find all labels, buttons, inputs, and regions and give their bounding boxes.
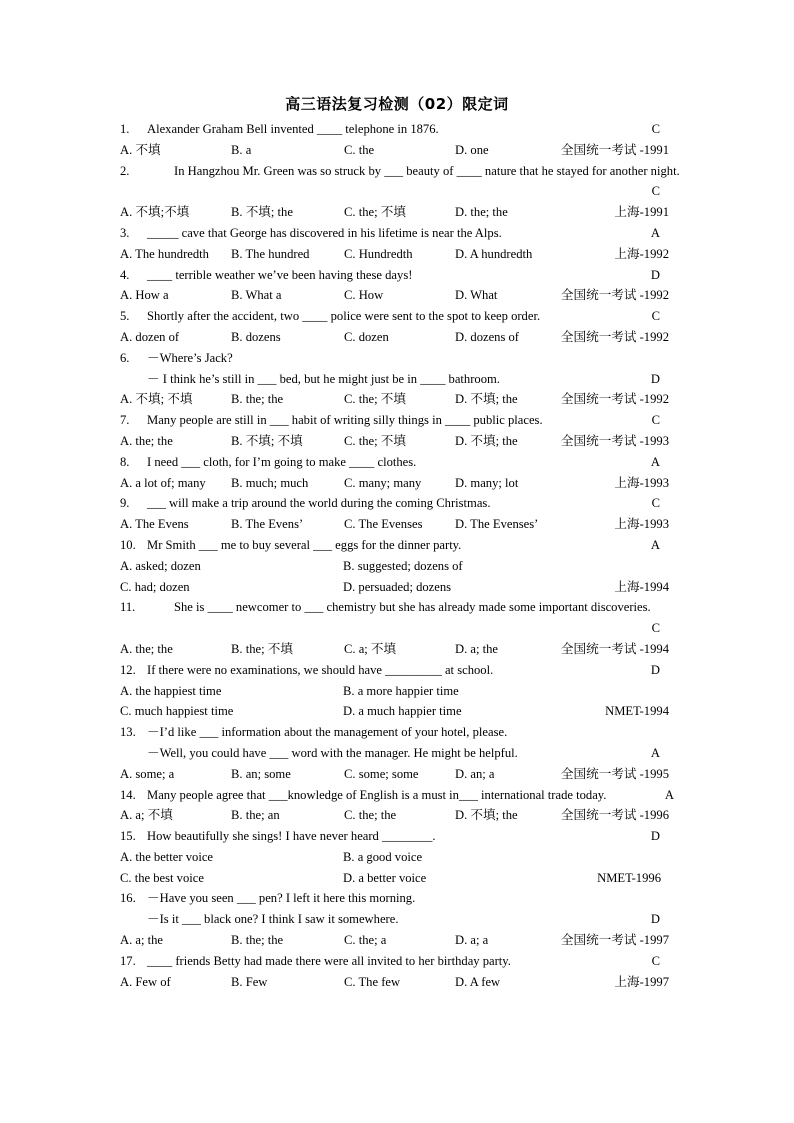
option-b: B. the; an [231, 808, 280, 823]
options-row [120, 681, 675, 702]
question-source: NMET-1994 [605, 704, 669, 719]
question-text: Shortly after the accident, two ____ police were sent to the spot to keep order. [147, 309, 541, 324]
option-a: A. 不填; 不填 [120, 392, 193, 407]
options-row [120, 577, 675, 598]
question-number: 11. [120, 600, 136, 615]
option-b: B. Few [231, 974, 268, 989]
option-b: B. a good voice [343, 849, 423, 864]
options-row [120, 389, 675, 410]
options-row [120, 285, 675, 306]
answer-row [120, 618, 675, 639]
question-text: Many people are still in ___ habit of writing silly things in ____ public places. [147, 413, 543, 428]
question-source: 上海-1993 [614, 475, 669, 490]
option-a: A. the better voice [120, 849, 214, 864]
option-a: A. the happiest time [120, 683, 222, 698]
question-text-continued: －Is it ___ black one? I think I saw it somewhere. [147, 912, 399, 927]
question-15 [120, 826, 675, 847]
question-source: NMET-1996 [597, 870, 661, 885]
option-a: A. the; the [120, 641, 173, 656]
answer-key: D [650, 267, 660, 282]
answer-key: A [650, 745, 660, 760]
options-row [120, 701, 675, 722]
option-c: C. the; the [344, 808, 397, 823]
question-text: ___ will make a trip around the world during the coming Christmas. [147, 496, 491, 511]
question-text: How beautifully she sings! I have never heard ________. [147, 829, 436, 844]
answer-key: A [650, 454, 660, 469]
answer-key: C [651, 309, 660, 324]
option-b: B. 不填; 不填 [231, 433, 303, 448]
question-text-continued: －Well, you could have ___ word with the manager. He might be helpful. [147, 745, 518, 760]
options-row [120, 805, 675, 826]
option-b: B. What a [231, 288, 282, 303]
option-d: D. A few [455, 974, 501, 989]
question-number: 10. [120, 537, 136, 552]
option-a: A. The hundredth [120, 246, 209, 261]
question-source: 全国统一考试 -1993 [560, 433, 669, 448]
option-b: B. a [231, 142, 252, 157]
question-number: 2. [120, 163, 130, 178]
options-row [120, 473, 675, 494]
question-text: ____ terrible weather we’ve been having these days! [147, 267, 413, 282]
option-a: A. 不填 [120, 142, 161, 157]
option-d: D. 不填; the [455, 433, 518, 448]
question-6 [120, 348, 675, 369]
option-d: D. one [455, 142, 489, 157]
question-number: 4. [120, 267, 130, 282]
option-a: A. some; a [120, 766, 175, 781]
answer-key: D [650, 912, 660, 927]
option-c: C. dozen [344, 329, 389, 344]
answer-key: A [650, 537, 660, 552]
option-c: C. the [344, 142, 375, 157]
options-row [120, 639, 675, 660]
options-row [120, 327, 675, 348]
dialogue-line [120, 909, 675, 930]
option-c: C. the best voice [120, 870, 204, 885]
option-d: D. The Evenses’ [455, 517, 539, 532]
option-b: B. much; much [231, 475, 309, 490]
question-source: 全国统一考试 -1996 [560, 808, 669, 823]
question-7 [120, 410, 675, 431]
option-b: B. the; 不填 [231, 641, 293, 656]
option-d: D. a; the [455, 641, 499, 656]
option-b: B. suggested; dozens of [343, 558, 463, 573]
option-b: B. a more happier time [343, 683, 459, 698]
option-c: C. had; dozen [120, 579, 190, 594]
question-text: －Where’s Jack? [147, 350, 233, 365]
option-c: C. How [344, 288, 384, 303]
question-text: Alexander Graham Bell invented ____ telephone in 1876. [147, 122, 439, 136]
question-text: －I’d like ___ information about the management of your hotel, please. [147, 725, 508, 740]
answer-key: A [650, 225, 660, 240]
answer-key: A [664, 787, 674, 802]
option-c: C. The Evenses [344, 517, 423, 532]
option-c: C. the; 不填 [344, 433, 406, 448]
option-a: A. The Evens [120, 517, 189, 532]
question-1 [120, 119, 675, 140]
question-text: Many people agree that ___knowledge of English is a must in___ international trade today. [147, 787, 607, 802]
option-c: C. the; a [344, 933, 387, 948]
question-text: If there were no examinations, we should have _________ at school. [147, 662, 494, 677]
option-a: A. Few of [120, 974, 171, 989]
question-number: 17. [120, 953, 136, 968]
option-c: C. the; 不填 [344, 205, 406, 220]
question-text: She is ____ newcomer to ___ chemistry but she has already made some important discoveries. [174, 600, 651, 615]
question-source: 全国统一考试 -1995 [560, 766, 669, 781]
question-source: 全国统一考试 -1992 [560, 288, 669, 303]
option-d: D. the; the [455, 205, 508, 220]
question-text-continued: － I think he’s still in ___ bed, but he might just be in ____ bathroom. [147, 371, 500, 386]
options-row [120, 514, 675, 535]
question-list [120, 119, 680, 992]
option-b: B. The hundred [231, 246, 310, 261]
option-a: A. How a [120, 288, 169, 303]
option-d: D. persuaded; dozens [343, 579, 452, 594]
question-source: 上海-1993 [614, 517, 669, 532]
question-source: 上海-1997 [614, 974, 669, 989]
question-text: In Hangzhou Mr. Green was so struck by ___ beauty of ____ nature that he stayed for another night. [174, 163, 680, 178]
question-number: 1. [120, 122, 130, 136]
question-number: 7. [120, 413, 130, 428]
question-source: 全国统一考试 -1992 [560, 392, 669, 407]
option-b: B. an; some [231, 766, 291, 781]
options-row [120, 930, 675, 951]
answer-row [120, 181, 675, 202]
option-c: C. some; some [344, 766, 419, 781]
question-number: 9. [120, 496, 130, 511]
question-16 [120, 888, 675, 909]
option-a: A. dozen of [120, 329, 180, 344]
question-text: _____ cave that George has discovered in his lifetime is near the Alps. [147, 225, 502, 240]
option-b: B. 不填; the [231, 205, 293, 220]
option-b: B. dozens [231, 329, 281, 344]
question-source: 全国统一考试 -1992 [560, 329, 669, 344]
question-source: 上海-1994 [614, 579, 669, 594]
option-c: C. The few [344, 974, 401, 989]
options-row [120, 972, 675, 993]
option-d: D. 不填; the [455, 392, 518, 407]
options-row [120, 244, 675, 265]
question-source: 上海-1992 [614, 246, 669, 261]
question-4 [120, 265, 675, 286]
question-number: 12. [120, 662, 136, 677]
dialogue-line [120, 743, 675, 764]
option-d: D. a much happier time [343, 704, 462, 719]
options-row [120, 868, 675, 889]
option-b: B. the; the [231, 392, 284, 407]
question-text: I need ___ cloth, for I’m going to make ____ clothes. [147, 454, 417, 469]
options-row [120, 764, 675, 785]
question-3 [120, 223, 675, 244]
option-a: A. a; the [120, 933, 164, 948]
options-row [120, 431, 675, 452]
option-a: A. a lot of; many [120, 475, 206, 490]
question-8 [120, 452, 675, 473]
options-row [120, 140, 675, 161]
options-row [120, 202, 675, 223]
question-source: 全国统一考试 -1997 [560, 933, 669, 948]
answer-key: D [650, 371, 660, 386]
option-d: D. A hundredth [455, 246, 533, 261]
option-a: A. a; 不填 [120, 808, 173, 823]
option-d: D. 不填; the [455, 808, 518, 823]
question-9 [120, 493, 675, 514]
answer-key: C [651, 122, 660, 136]
question-source: 全国统一考试 -1994 [560, 641, 669, 656]
question-text: －Have you seen ___ pen? I left it here this morning. [147, 891, 416, 906]
page-title: 高三语法复习检测（02）限定词 [285, 95, 509, 113]
question-number: 14. [120, 787, 136, 802]
option-c: C. the; 不填 [344, 392, 406, 407]
question-text: ____ friends Betty had made there were all invited to her birthday party. [147, 953, 511, 968]
question-text: Mr Smith ___ me to buy several ___ eggs for the dinner party. [147, 537, 462, 552]
option-d: D. a better voice [343, 870, 427, 885]
question-17 [120, 951, 675, 972]
question-12 [120, 660, 675, 681]
option-d: D. What [455, 288, 498, 303]
answer-key: D [650, 662, 660, 677]
option-d: D. a; a [455, 933, 489, 948]
option-c: C. Hundredth [344, 246, 413, 261]
option-c: C. many; many [344, 475, 422, 490]
answer-key: C [651, 184, 660, 199]
option-a: A. 不填;不填 [120, 205, 190, 220]
question-5 [120, 306, 675, 327]
options-row [120, 556, 675, 577]
option-b: B. the; the [231, 933, 284, 948]
option-d: D. an; a [455, 766, 495, 781]
option-c: C. much happiest time [120, 704, 234, 719]
question-number: 13. [120, 725, 136, 740]
question-14 [120, 785, 675, 806]
question-number: 6. [120, 350, 130, 365]
question-2 [120, 161, 680, 182]
option-b: B. The Evens’ [231, 517, 304, 532]
question-number: 16. [120, 891, 136, 906]
question-number: 5. [120, 309, 130, 324]
question-source: 全国统一考试 -1991 [560, 142, 669, 157]
answer-key: C [651, 413, 660, 428]
answer-key: C [651, 621, 660, 636]
options-row [120, 847, 675, 868]
option-c: C. a; 不填 [344, 641, 397, 656]
question-10 [120, 535, 675, 556]
question-13 [120, 722, 675, 743]
question-11 [120, 597, 675, 618]
answer-key: D [650, 829, 660, 844]
question-number: 3. [120, 225, 130, 240]
dialogue-line [120, 369, 675, 390]
answer-key: C [651, 953, 660, 968]
question-source: 上海-1991 [614, 205, 669, 220]
option-a: A. the; the [120, 433, 173, 448]
answer-key: C [651, 496, 660, 511]
option-d: D. dozens of [455, 329, 520, 344]
question-number: 8. [120, 454, 130, 469]
question-number: 15. [120, 829, 136, 844]
option-d: D. many; lot [455, 475, 519, 490]
option-a: A. asked; dozen [120, 558, 201, 573]
